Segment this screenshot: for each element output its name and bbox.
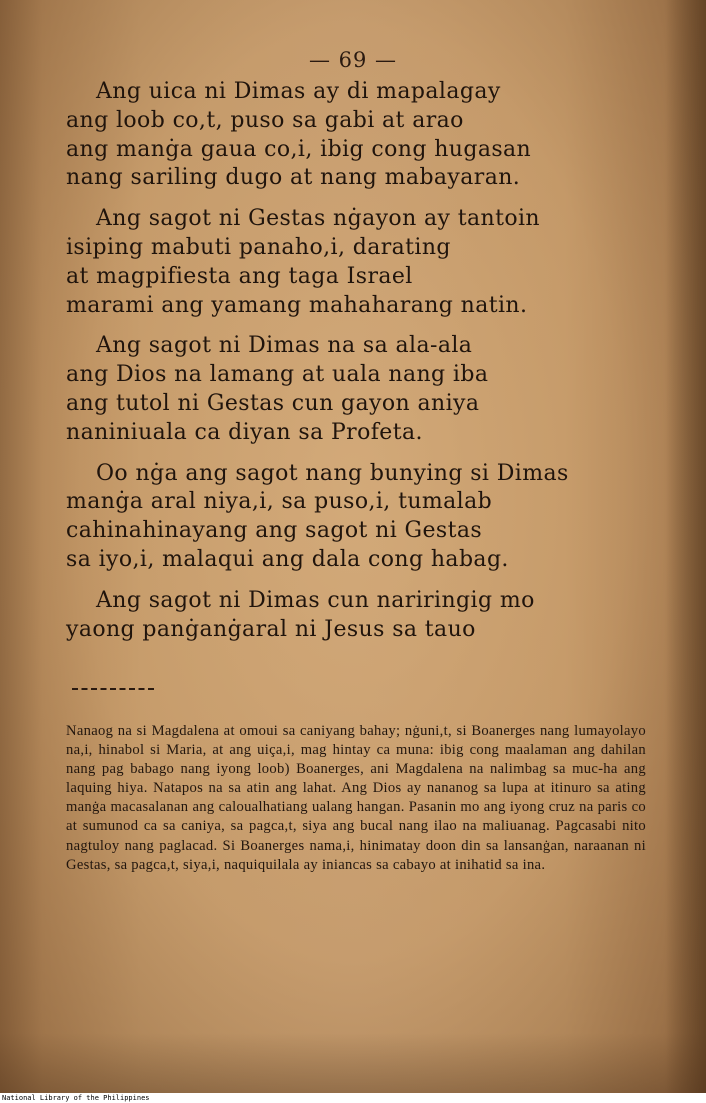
- verse-line: Ang uica ni Dimas ay di mapalagay: [96, 79, 501, 104]
- stanza: [66, 587, 666, 645]
- stanza: [66, 460, 666, 575]
- verse-line: marami ang yamang mahaharang natin.: [66, 292, 528, 318]
- verse-line: ang Dios na lamang at uala nang iba: [66, 362, 489, 388]
- verse-line: sa iyo,i, malaqui ang dala cong habag.: [66, 546, 509, 572]
- verse-line: at magpifiesta ang taga Israel: [66, 263, 413, 289]
- verse-line: Oo nġa ang sagot nang bunying si Dimas: [96, 460, 569, 486]
- verse-line: nang sariling dugo at nang mabayaran.: [66, 165, 521, 191]
- prose-note: Nanaog na si Magdalena at omoui sa caniyang bahay; nġuni,t, si Boanerges nang lumayolayo na,i, hinabol si Maria, at ang uiça,i, mag hintay ca muna: ibig cong maalaman ang dahilan nang pag babago nang iyong loob) Boanerges, ani Magdalena na nalimbag sa muc-ha ang laquing hiya. Natapos na sa atin ang lahat. Ang Dios ay nananog sa lupa at itinuro sa ating manġa macasalanan ang caloualhatiang ualang hangan. Pasanin mo ang iyong cruz na paris co at sumunod ca sa caniya, sa pagca,t, siya ang bucal nang ilao na maliuanag. Pagcasabi nito nagtuloy nang paglacad. Si Boanerges nama,i, hinimatay doon din sa lansanġan, naraanan ni Gestas, sa pagca,t, siya,i, naquiquilala ay iniancas sa cabayo at inihatid sa ina.: [66, 723, 646, 873]
- verse-line: yaong panġanġaral ni Jesus sa tauo: [66, 616, 476, 642]
- verse-line: cahinahinayang ang sagot ni Gestas: [66, 518, 483, 544]
- page-edge-shadow: [666, 0, 706, 1093]
- stanza: [66, 205, 666, 320]
- page-number: — 69 —: [308, 48, 398, 72]
- stanza: [66, 78, 666, 193]
- verse-line: manġa aral niya,i, sa puso,i, tumalab: [66, 489, 493, 515]
- verse-line: Ang sagot ni Gestas nġayon ay tantoin: [96, 206, 540, 232]
- verse-line: Ang sagot ni Dimas na sa ala-ala: [96, 333, 473, 359]
- library-credit: National Library of the Philippines: [2, 1094, 150, 1102]
- verse-line: ang tutol ni Gestas cun gayon aniya: [66, 390, 480, 416]
- poem-stanzas: [66, 78, 666, 656]
- page-bottom-shadow: [0, 1033, 706, 1093]
- verse-line: isiping mabuti panaho,i, darating: [66, 234, 451, 260]
- section-divider: [72, 688, 154, 690]
- verse-line: naniniuala ca diyan sa Profeta.: [66, 419, 423, 445]
- verse-line: ang manġa gaua co,i, ibig cong hugasan: [66, 136, 532, 162]
- verse-line: Ang sagot ni Dimas cun nariringig mo: [96, 587, 535, 613]
- verse-line: ang loob co,t, puso sa gabi at arao: [66, 107, 464, 133]
- stanza: [66, 332, 666, 447]
